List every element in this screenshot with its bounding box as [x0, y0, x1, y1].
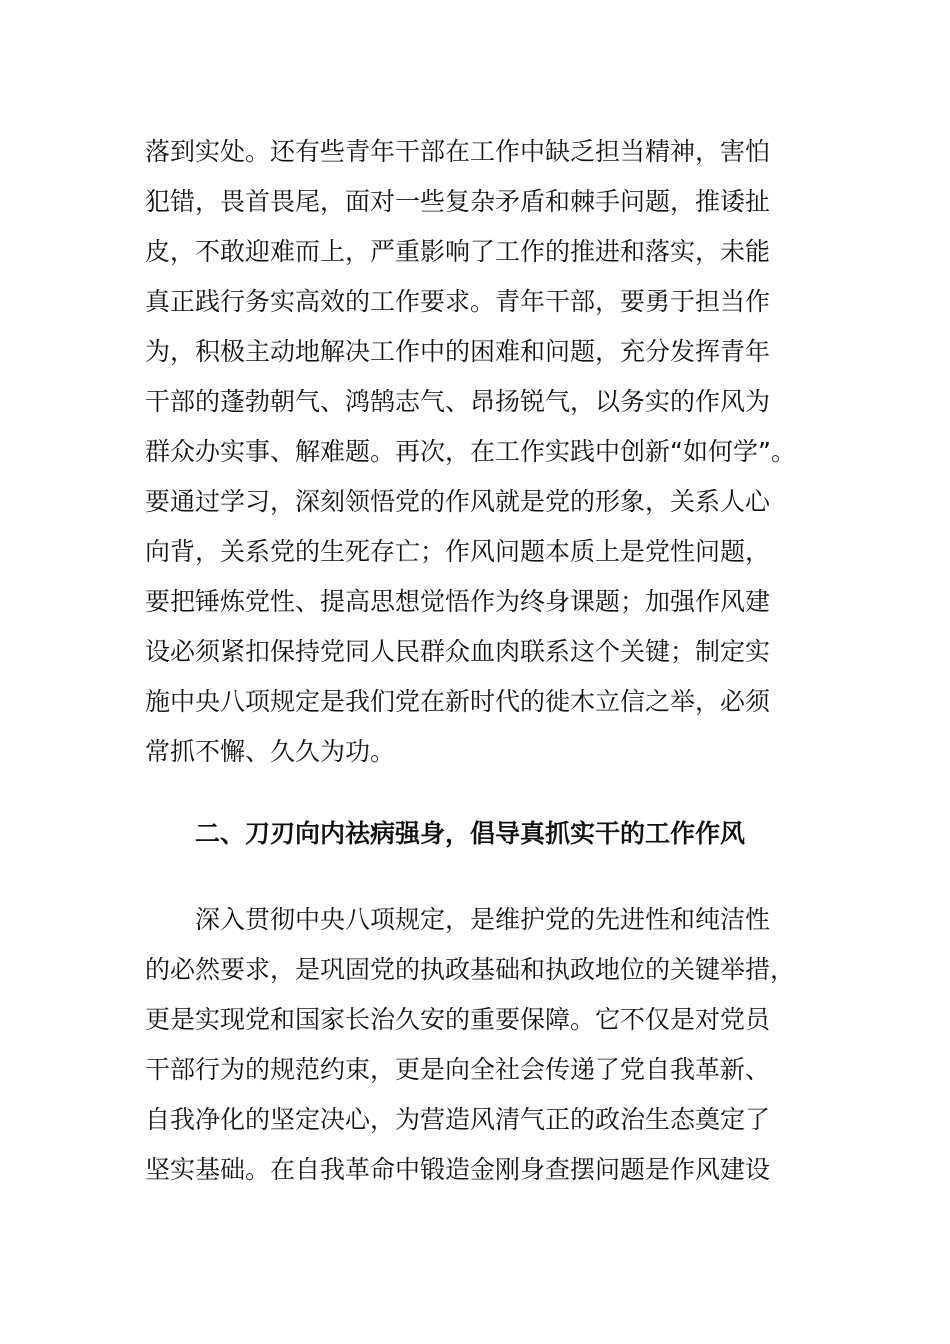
paragraph-line: 更是实现党和国家长治久安的重要保障。它不仅是对党员 — [145, 1005, 771, 1034]
paragraph-line: 真正践行务实高效的工作要求。青年干部，要勇于担当作 — [145, 287, 771, 316]
paragraph-line: 自我净化的坚定决心，为营造风清气正的政治生态奠定了 — [145, 1105, 771, 1134]
paragraph-line: 的必然要求，是巩固党的执政基础和执政地位的关键举措， — [145, 955, 796, 984]
paragraph-line: 施中央八项规定是我们党在新时代的徙木立信之举，必须 — [145, 687, 771, 716]
paragraph-line: 要把锤炼党性、提高思想觉悟作为终身课题；加强作风建 — [145, 587, 771, 616]
paragraph-line: 向背，关系党的生死存亡；作风问题本质上是党性问题， — [145, 537, 771, 566]
paragraph-line: 落到实处。还有些青年干部在工作中缺乏担当精神，害怕 — [145, 137, 771, 166]
paragraph-line: 坚实基础。在自我革命中锻造金刚身查摆问题是作风建设 — [145, 1155, 771, 1184]
paragraph-line: 为，积极主动地解决工作中的困难和问题，充分发挥青年 — [145, 337, 771, 366]
paragraph-line: 深入贯彻中央八项规定，是维护党的先进性和纯洁性 — [195, 905, 771, 934]
section-heading: 二、刀刃向内祛病强身，倡导真抓实干的工作作风 — [195, 819, 746, 848]
paragraph-line: 群众办实事、解难题。再次，在工作实践中创新“如何学”。 — [145, 437, 796, 466]
paragraph-line: 要通过学习，深刻领悟党的作风就是党的形象，关系人心 — [145, 487, 771, 516]
paragraph-line: 干部的蓬勃朝气、鸿鹄志气、昂扬锐气，以务实的作风为 — [145, 387, 771, 416]
paragraph-line: 干部行为的规范约束，更是向全社会传递了党自我革新、 — [145, 1055, 771, 1084]
paragraph-line: 皮，不敢迎难而上，严重影响了工作的推进和落实，未能 — [145, 237, 771, 266]
paragraph-line: 常抓不懈、久久为功。 — [145, 737, 396, 766]
paragraph-line: 犯错，畏首畏尾，面对一些复杂矛盾和棘手问题，推诿扯 — [145, 187, 771, 216]
paragraph-line: 设必须紧扣保持党同人民群众血肉联系这个关键；制定实 — [145, 637, 771, 666]
